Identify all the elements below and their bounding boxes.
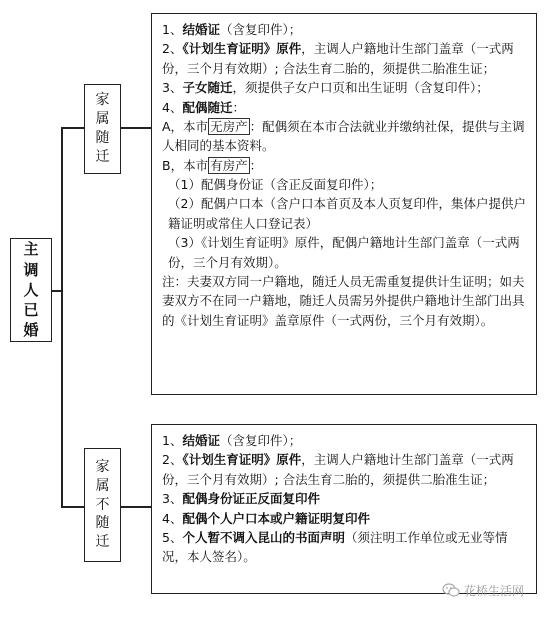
- branch-char: 家: [95, 458, 110, 475]
- branch-char: 随: [95, 130, 110, 146]
- list-item: 1、结婚证（含复印件）；: [162, 433, 302, 448]
- watermark-text: 花桥生活网: [464, 584, 525, 598]
- list-item: 2、《计划生育证明》原件，主调人户籍地计生部门盖章（一式两份，三个月有效期）; 合法生育二胎的，须提供二胎准生证；: [162, 41, 514, 76]
- branch-char: 迁: [95, 148, 110, 165]
- requirements-relocating: [151, 13, 537, 395]
- connector-trunk: [61, 127, 63, 507]
- branch-char: 属: [95, 111, 110, 128]
- requirements-not-relocating: [151, 424, 537, 594]
- connector-detail2: [121, 506, 151, 508]
- root-char: 调: [23, 260, 39, 279]
- sub-item-b: B，本市 有房产 ：: [162, 157, 263, 173]
- list-item: （1）配偶身份证（含正反面复印件）；: [168, 177, 383, 192]
- branch-family-not-relocating: [84, 448, 121, 562]
- branch-char: 随: [95, 515, 110, 532]
- list-item: 4、配偶个人户口本或户籍证明复印件: [162, 510, 370, 526]
- branch-family-relocating: [84, 84, 121, 174]
- highlight-box: 有房产: [210, 157, 248, 173]
- branch-char: 不: [95, 496, 110, 513]
- watermark: [442, 582, 524, 599]
- connector-branch1: [61, 127, 84, 129]
- list-item: （3）《计划生育证明》原件，配偶户籍地计生部门盖章（一式两份，三个月有效期）。: [168, 235, 520, 270]
- list-item: 3、子女随迁，须提供子女户口页和出生证明（含复印件）；: [162, 80, 489, 96]
- root-char: 主: [23, 240, 39, 259]
- list-item: 4、配偶随迁：: [162, 99, 245, 115]
- connector-root: [52, 290, 62, 292]
- branch-char: 属: [95, 477, 110, 494]
- list-item: 5、个人暂不调入昆山的书面声明（须注明工作单位或无业等情况，本人签名）。: [162, 529, 508, 565]
- list-item: （2）配偶户口本（含户口本首页及本人页复印件，集体户提供户籍证明或常住人口登记表）: [168, 196, 526, 231]
- list-item: 1、结婚证（含复印件）；: [162, 22, 302, 37]
- root-char: 人: [23, 280, 39, 299]
- root-char: 婚: [23, 321, 39, 340]
- note: 注：夫妻双方同一户籍地，随迁人员无需重复提供计生证明；如夫妻双方不在同一户籍地，随迁人员需另外提供户籍地计生部门出具的《计划生育证明》盖章原件（一式两份，三个月有效期）。: [162, 273, 525, 328]
- wechat-icon: [442, 583, 460, 598]
- root-char: 已: [23, 301, 39, 320]
- connector-detail1: [121, 127, 151, 129]
- sub-item-a: A，本市 无房产 ：配偶须在本市合法就业并缴纳社保，提供与主调人相同的基本资料。: [162, 118, 525, 154]
- branch-char: 迁: [95, 534, 110, 551]
- root-node: [10, 238, 52, 342]
- connector-branch2: [61, 506, 84, 508]
- list-item: 3、配偶身份证正反面复印件: [162, 491, 320, 507]
- list-item: 2、《计划生育证明》原件，主调人户籍地计生部门盖章（一式两份，三个月有效期）; 合法生育二胎的，须提供二胎准生证；: [162, 452, 514, 487]
- highlight-box: 无房产: [210, 118, 248, 134]
- branch-char: 家: [95, 92, 110, 109]
